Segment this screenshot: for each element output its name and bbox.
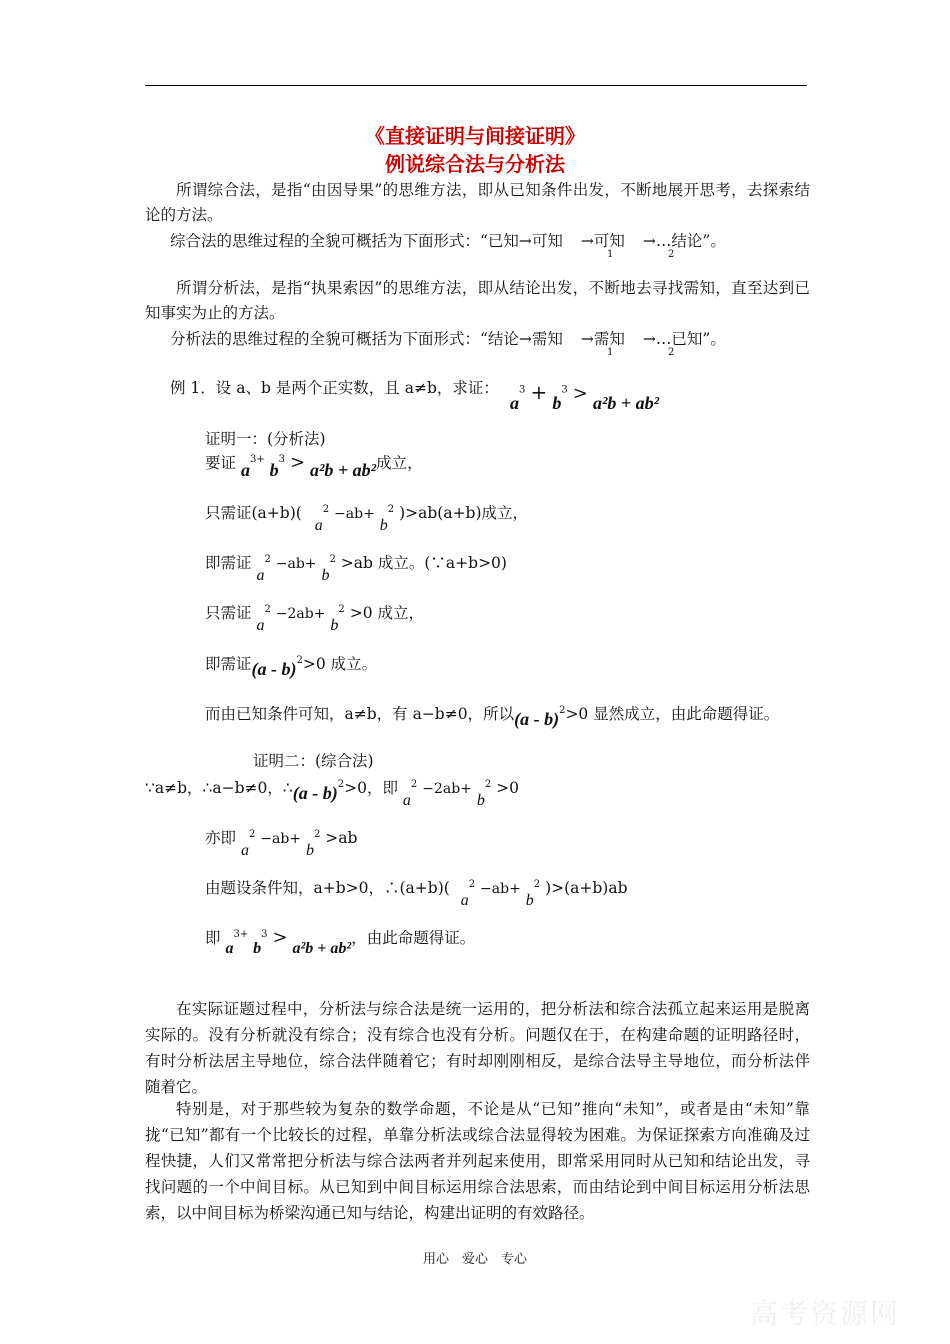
proof1-heading: 证明一：(分析法): [205, 430, 326, 448]
header-rule: [145, 85, 807, 86]
proof1-line4: 只需证 $a^2 -2ab+ b^2 >0$ 成立，: [205, 603, 424, 634]
analysis-form-text: 分析法的思维过程的全貌可概括为下面形式：“结论→需知: [170, 330, 563, 348]
intro-synthesis: 所谓综合法，是指“由因导果”的思维方法，即从已知条件出发，不断地展开思考，去探索结论的方法。: [145, 181, 810, 224]
proof2-line1: ∵a≠b，∴a−b≠0，∴(a - b)$^2$>0，即 $a^2 -2ab+ b^2 >0$: [145, 778, 520, 809]
intro-analysis: 所谓分析法，是指“执果索因”的思维方法，即从结论出发，不断地去寻找需知，直至达到已知事实为止的方法。: [145, 279, 810, 322]
synthesis-form-end: →…结论”。: [642, 232, 726, 250]
proof2-heading: 证明二：(综合法): [253, 752, 374, 770]
synthesis-form: [170, 229, 726, 251]
analysis-form-end: →…已知”。: [642, 330, 726, 348]
subscript-2: 2: [668, 249, 675, 260]
synthesis-form-mid: →可知: [580, 232, 625, 250]
discussion-paragraph-1: 在实际证题过程中，分析法与综合法是统一运用的，把分析法和综合法孤立起来运用是脱离实际的。没有分析就没有综合；没有综合也没有分析。问题仅在于，在构建命题的证明路径时，有时分析法居主导地位，综合法伴随着它；有时却刚刚相反，是综合法导主导地位，而分析法伴随着它。: [145, 1000, 810, 1096]
synthesis-form-text: 综合法的思维过程的全貌可概括为下面形式：“已知→可知: [170, 232, 563, 250]
proof1-line3: 即需证 $a^2 -ab+ b^2 >ab$ 成立。(∵a+b>0): [205, 553, 507, 584]
subscript-2b: 2: [668, 347, 675, 358]
proof1-line6: 而由已知条件可知，a≠b，有 a−b≠0，所以(a - b)$^2$>0 显然成立，由此命题得证。: [205, 704, 780, 729]
proof2-line4: 即 $a^{3+}$ $b^3 > a^2b + ab^2$，由此命题得证。: [205, 927, 476, 957]
subscript-1b: 1: [607, 347, 614, 358]
page-footer: 用心 爱心 专心: [422, 1252, 527, 1267]
subscript-1: 1: [607, 249, 614, 260]
watermark: 高考资源网: [750, 1297, 901, 1330]
proof1-line1: 要证 $a^{3+}$ $b^3 > a^2b + ab^2$成立，: [205, 452, 423, 480]
page-subtitle: 例说综合法与分析法: [385, 152, 565, 176]
proof2-line3: 由题设条件知，a+b>0，∴(a+b)( $a^2 -ab+ b^2$ )>(a+b)ab: [205, 878, 628, 909]
analysis-form-mid: →需知: [580, 330, 625, 348]
proof2-line2: 亦即 $a^2 -ab+ b^2 >ab$: [205, 828, 358, 859]
proof1-line5: 即需证(a - b)$^2$>0 成立。: [205, 654, 378, 679]
discussion-paragraph-2: 特别是，对于那些较为复杂的数学命题，不论是从“已知”推向“未知”，或者是由“未知”靠拢“已知”都有一个比较长的过程，单靠分析法或综合法显得较为困难。为保证探索方向准确及过程快捷，人们又常常把分析法与综合法两者并列起来使用，即常采用同时从已知和结论出发，寻找问题的一个中间目标。从已知到中间目标运用综合法思索，而由结论到中间目标运用分析法思索，以中间目标为桥梁沟通已知与结论，构建出证明的有效路径。: [145, 1100, 810, 1222]
analysis-form: [170, 327, 726, 349]
page-title: 《直接证明与间接证明》: [365, 124, 585, 148]
example-inequality: $a^3 + b^3 > a^2b + ab^2$: [510, 380, 660, 413]
example-lead: 例 1．设 a、b 是两个正实数，且 a≠b，求证：: [170, 379, 499, 397]
proof1-line2: 只需证(a+b)( $a^2 -ab+ b^2$ )>ab(a+b)成立，: [205, 503, 529, 534]
